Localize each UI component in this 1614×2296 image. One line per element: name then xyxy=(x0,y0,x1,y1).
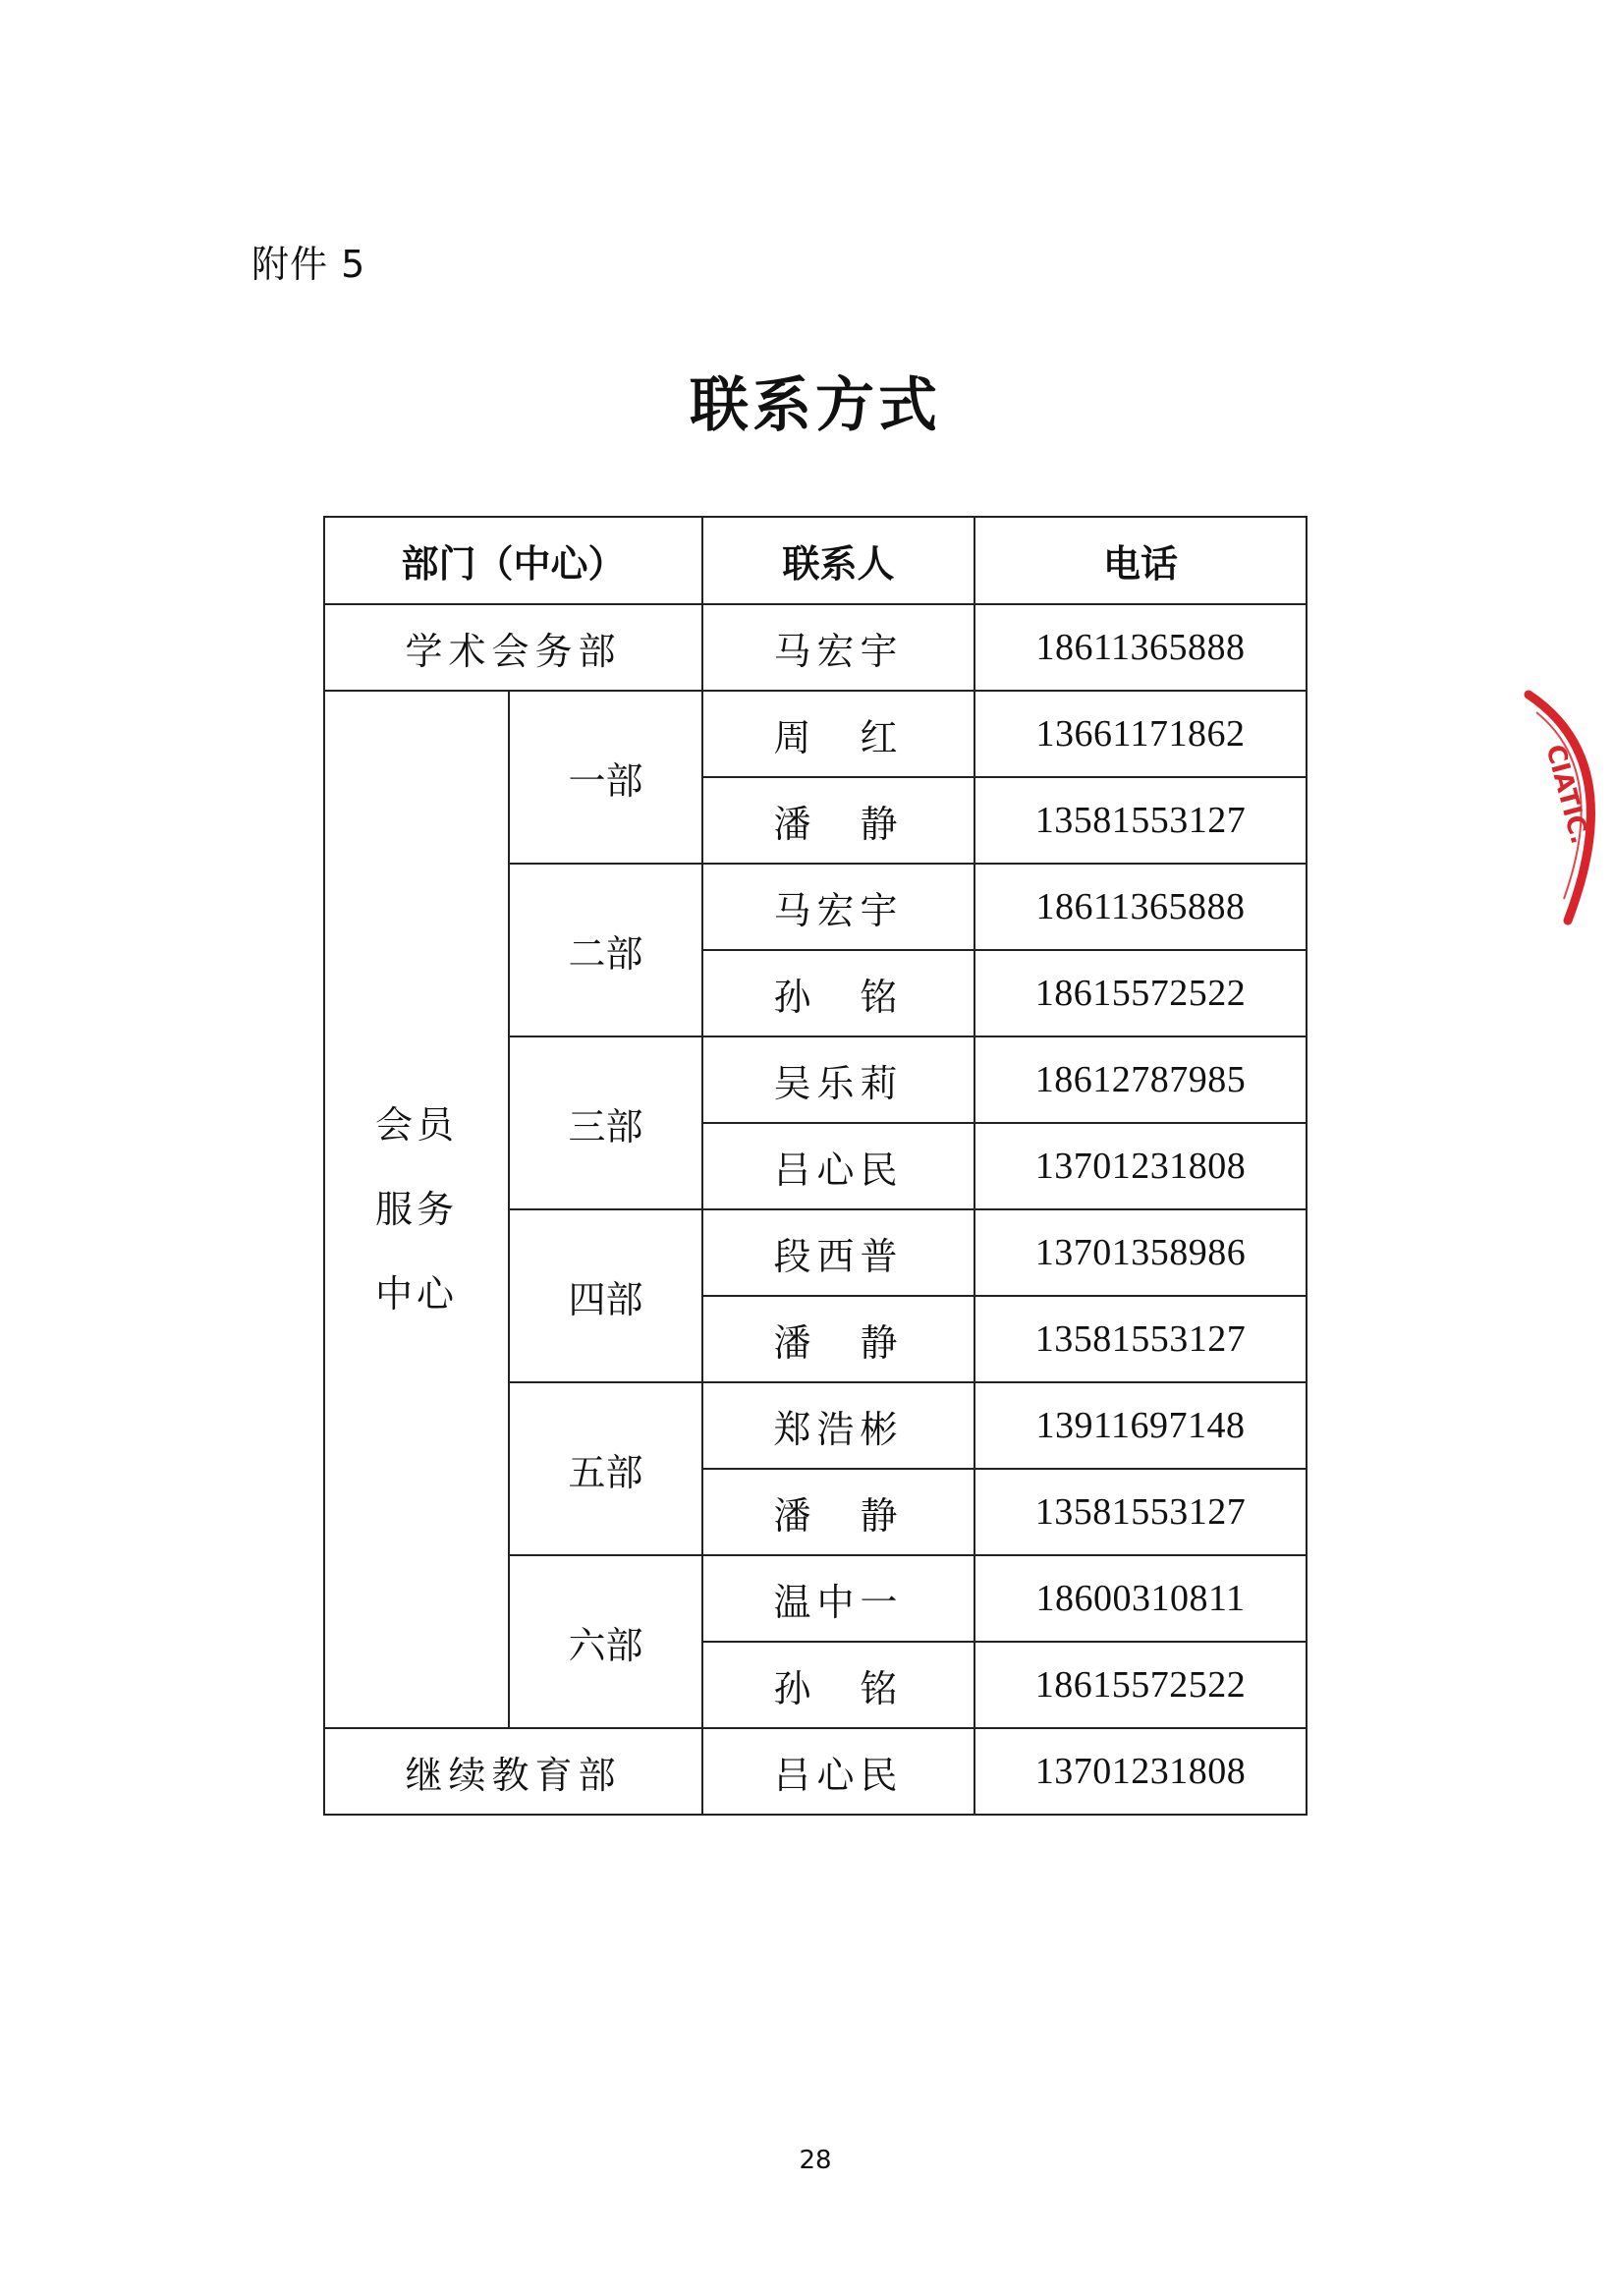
contact-cell: 马宏宇 xyxy=(702,864,974,950)
contact-table xyxy=(323,516,1308,1816)
member-center-line: 会员 xyxy=(374,1103,458,1147)
phone-cell: 13701358986 xyxy=(974,1209,1307,1296)
division-cell: 五部 xyxy=(509,1382,702,1555)
contact-cell: 段西普 xyxy=(702,1209,974,1296)
page-title: 联系方式 xyxy=(690,371,941,440)
member-center-line: 中心 xyxy=(374,1272,458,1316)
contact-cell: 周 红 xyxy=(702,691,974,777)
division-cell: 三部 xyxy=(509,1036,702,1209)
table-header-row xyxy=(324,517,1307,604)
contact-cell: 吕心民 xyxy=(702,1728,974,1815)
contact-cell: 吴乐莉 xyxy=(702,1036,974,1123)
contact-cell: 温中一 xyxy=(702,1555,974,1642)
column-header-contact: 联系人 xyxy=(702,517,974,604)
member-center-line: 服务 xyxy=(374,1188,458,1231)
column-header-department: 部门（中心） xyxy=(324,517,702,604)
phone-cell: 18615572522 xyxy=(974,950,1307,1036)
table-row xyxy=(324,1728,1307,1815)
contact-cell: 潘 静 xyxy=(702,1469,974,1555)
department-cell: 继续教育部 xyxy=(324,1728,702,1815)
phone-cell: 13911697148 xyxy=(974,1382,1307,1469)
attachment-label: 附件 5 xyxy=(251,243,366,286)
contact-cell: 潘 静 xyxy=(702,777,974,864)
phone-cell: 18611365888 xyxy=(974,864,1307,950)
table-row xyxy=(324,691,1307,777)
phone-cell: 18615572522 xyxy=(974,1642,1307,1728)
phone-cell: 13581553127 xyxy=(974,1469,1307,1555)
seal-text: CIATIC. xyxy=(1539,741,1595,848)
contact-cell: 马宏宇 xyxy=(702,604,974,691)
phone-cell: 18611365888 xyxy=(974,604,1307,691)
phone-cell: 13581553127 xyxy=(974,777,1307,864)
contact-cell: 吕心民 xyxy=(702,1123,974,1209)
division-cell: 六部 xyxy=(509,1555,702,1728)
phone-cell: 13701231808 xyxy=(974,1123,1307,1209)
phone-cell: 13581553127 xyxy=(974,1296,1307,1382)
department-cell: 学术会务部 xyxy=(324,604,702,691)
contact-cell: 孙 铭 xyxy=(702,950,974,1036)
division-cell: 一部 xyxy=(509,691,702,864)
phone-cell: 18612787985 xyxy=(974,1036,1307,1123)
division-cell: 二部 xyxy=(509,864,702,1036)
page-number: 28 xyxy=(799,2146,832,2175)
table-row xyxy=(324,604,1307,691)
contact-cell: 郑浩彬 xyxy=(702,1382,974,1469)
column-header-phone: 电话 xyxy=(974,517,1307,604)
phone-cell: 13701231808 xyxy=(974,1728,1307,1815)
partial-seal-stamp xyxy=(1521,683,1614,928)
phone-cell: 18600310811 xyxy=(974,1555,1307,1642)
phone-cell: 13661171862 xyxy=(974,691,1307,777)
division-cell: 四部 xyxy=(509,1209,702,1382)
member-center-cell xyxy=(324,691,509,1728)
contact-cell: 孙 铭 xyxy=(702,1642,974,1728)
contact-cell: 潘 静 xyxy=(702,1296,974,1382)
